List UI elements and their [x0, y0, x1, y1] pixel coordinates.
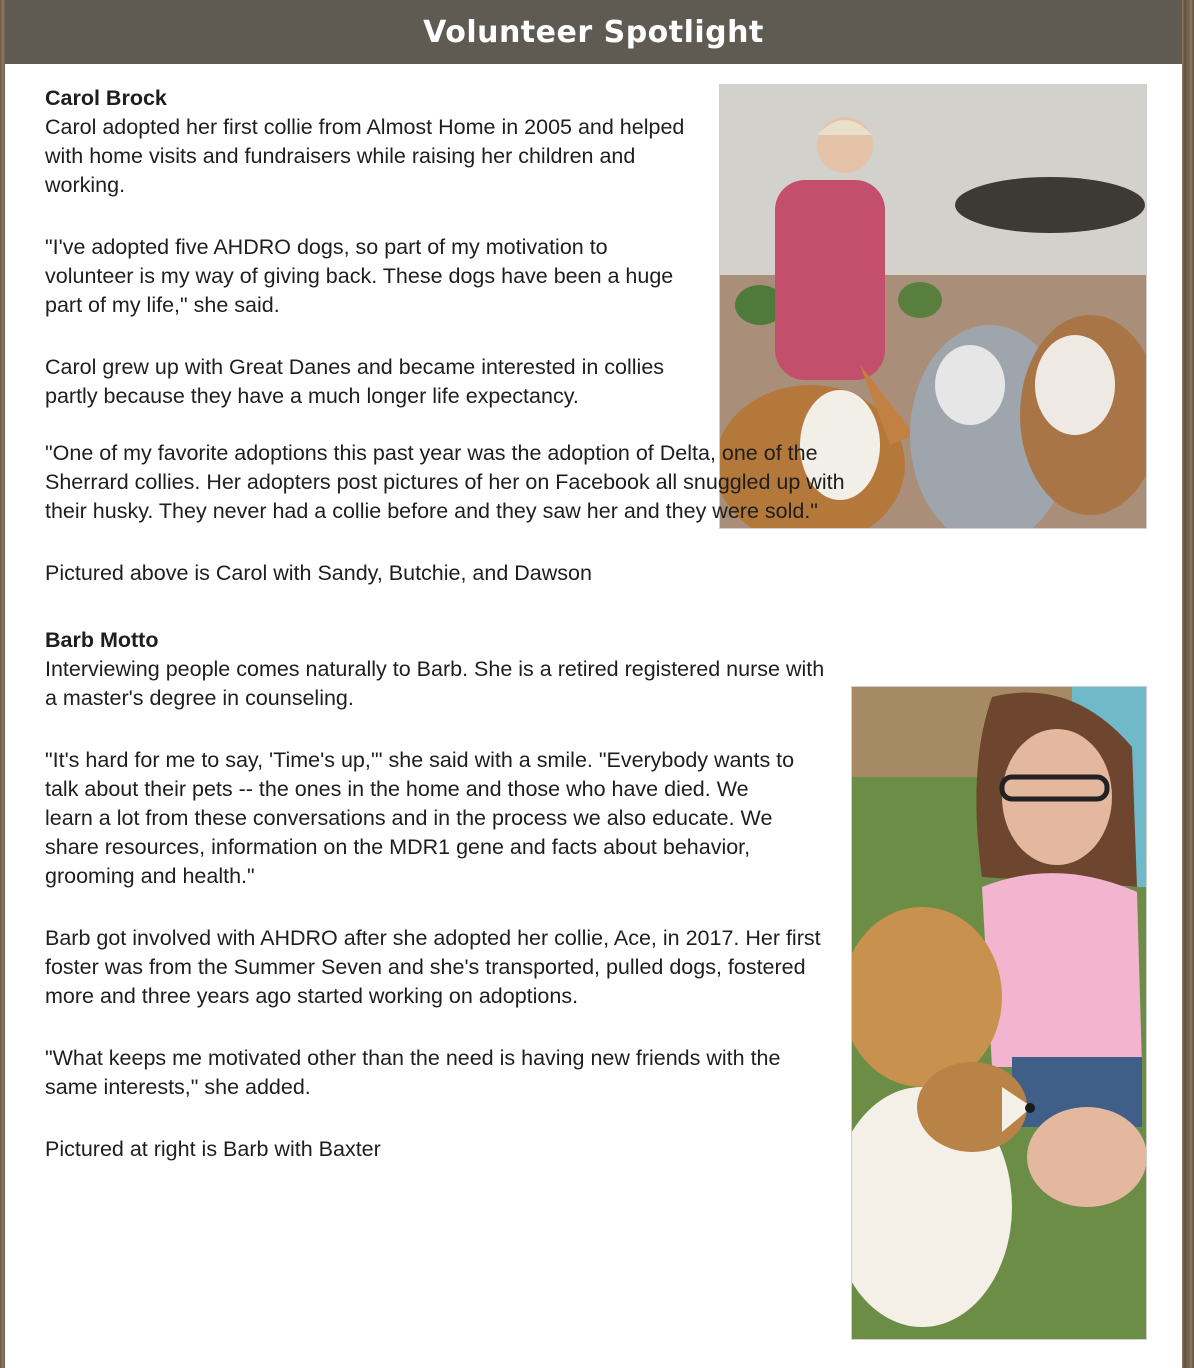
volunteer-name: Carol Brock [45, 86, 167, 110]
paragraph: Carol adopted her first collie from Almost Home in 2005 and helped with home visits and fundraisers while raising her children and working. [45, 115, 685, 197]
paragraph: Carol grew up with Great Danes and became interested in collies partly because they have a much longer life expectancy. [45, 355, 665, 408]
spotlight-panel [5, 0, 1182, 1368]
paragraph: Interviewing people comes naturally to Barb. She is a retired registered nurse with a master's degree in counseling. [45, 657, 825, 710]
page-title: Volunteer Spotlight [423, 14, 764, 50]
image-caption: Pictured at right is Barb with Baxter [45, 1137, 381, 1161]
volunteer-carol [45, 84, 845, 588]
spotlight-content [5, 64, 1182, 1164]
paragraph: Barb got involved with AHDRO after she adopted her collie, Ace, in 2017. Her first foster was from the Summer Seven and she's transported, pulled dogs, fostered more and three years ago started working on adoptions. [45, 926, 821, 1008]
paragraph: "What keeps me motivated other than the need is having new friends with the same interests," she added. [45, 1046, 781, 1099]
section-header [5, 0, 1182, 64]
paragraph: "It's hard for me to say, 'Time's up,'" she said with a smile. "Everybody wants to talk about their pets -- the ones in the home and those who have died. We learn a lot from these conversations and in the process we also educate. We share resources, information on the MDR1 gene and facts about behavior, grooming and health." [45, 748, 795, 888]
image-caption: Pictured above is Carol with Sandy, Butchie, and Dawson [45, 561, 592, 585]
volunteer-barb [45, 626, 825, 1164]
paragraph: "One of my favorite adoptions this past year was the adoption of Delta, one of the Sherrard collies. Her adopters post pictures of her on Facebook all snuggled up with their husky. They never had a collie before and they saw her and they were sold." [45, 441, 845, 523]
paragraph: "I've adopted five AHDRO dogs, so part of my motivation to volunteer is my way of giving back. These dogs have been a huge part of my life," she said. [45, 235, 674, 317]
volunteer-name: Barb Motto [45, 628, 159, 652]
